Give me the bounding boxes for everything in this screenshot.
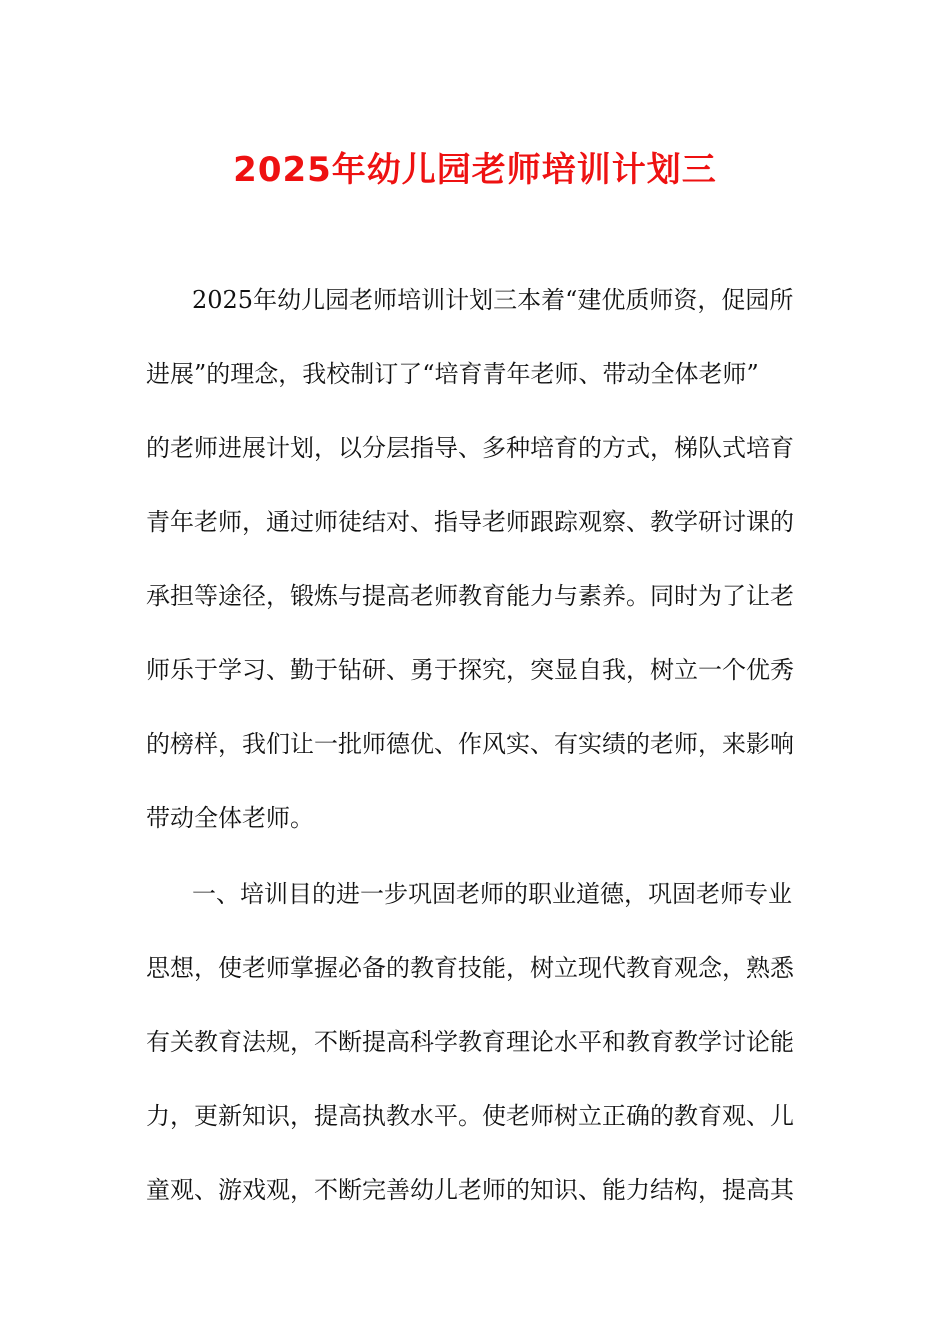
- paragraph-line: 承担等途径，锻炼与提高老师教育能力与素养。同时为了让老: [146, 582, 794, 610]
- paragraph-line: 一、培训目的进一步巩固老师的职业道德，巩固老师专业: [192, 880, 792, 908]
- paragraph-line: 青年老师，通过师徒结对、指导老师跟踪观察、教学研讨课的: [146, 508, 794, 536]
- paragraph-line: 师乐于学习、勤于钻研、勇于探究，突显自我，树立一个优秀: [146, 656, 794, 684]
- paragraph-line: 有关教育法规，不断提高科学教育理论水平和教育教学讨论能: [146, 1028, 794, 1056]
- paragraph-line: 思想，使老师掌握必备的教育技能，树立现代教育观念，熟悉: [146, 954, 794, 982]
- paragraph-line: 进展”的理念，我校制订了“培育青年老师、带动全体老师”: [146, 360, 759, 388]
- paragraph-line: 的老师进展计划，以分层指导、多种培育的方式，梯队式培育: [146, 434, 794, 462]
- paragraph-line: 童观、游戏观，不断完善幼儿老师的知识、能力结构，提高其: [146, 1176, 794, 1204]
- document-title: 2025年幼儿园老师培训计划三: [233, 150, 717, 190]
- paragraph-line: 2025年幼儿园老师培训计划三本着“建优质师资，促园所: [192, 286, 794, 314]
- paragraph-line: 带动全体老师。: [146, 804, 314, 832]
- paragraph-line: 的榜样，我们让一批师德优、作风实、有实绩的老师，来影响: [146, 730, 794, 758]
- paragraph-line: 力，更新知识，提高执教水平。使老师树立正确的教育观、儿: [146, 1102, 794, 1130]
